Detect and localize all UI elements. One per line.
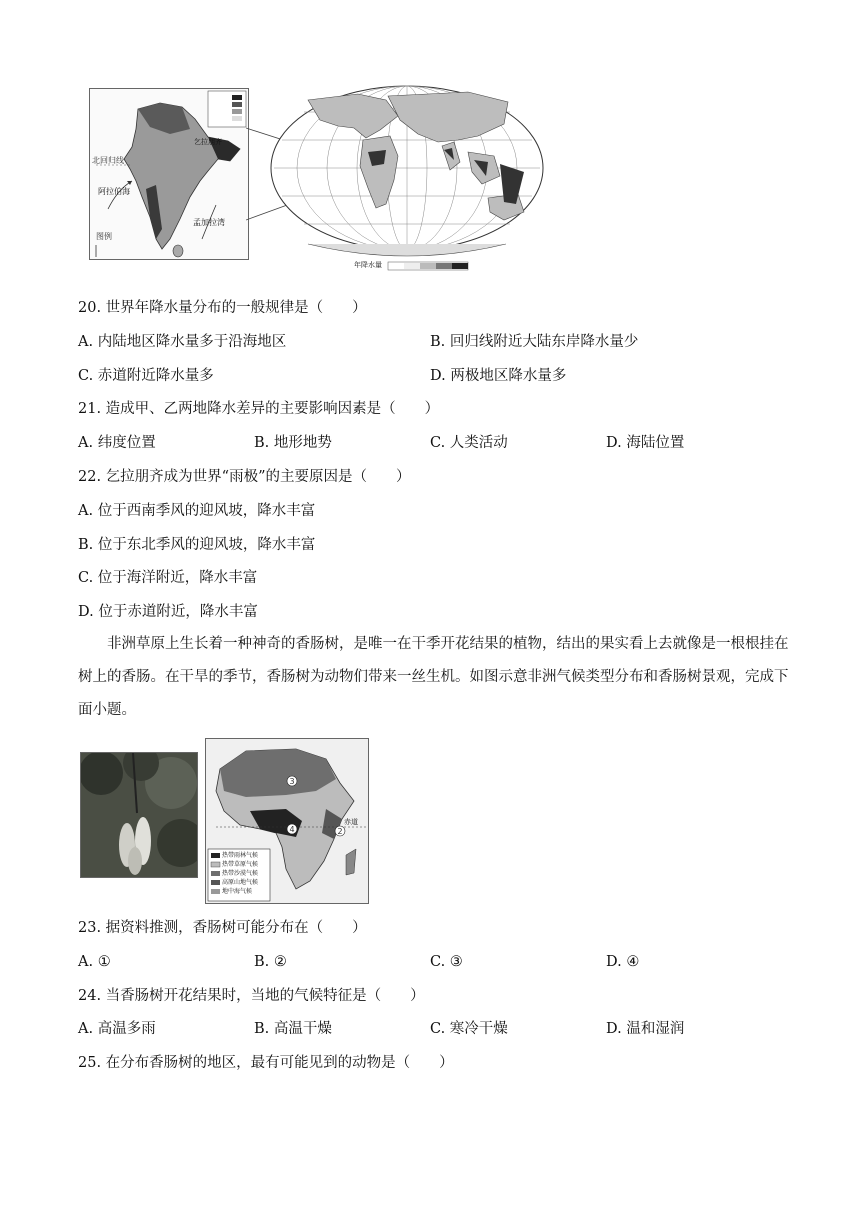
question-22-option-d[interactable]: D. 位于赤道附近，降水丰富 [78,604,258,620]
question-22-option-b[interactable]: B. 位于东北季风的迎风坡，降水丰富 [78,537,316,553]
question-23-option-a[interactable]: A. ① [78,954,111,970]
svg-text:3: 3 [289,777,295,786]
question-21-stem: 21. 造成甲、乙两地降水差异的主要影响因素是（ ） [78,401,440,417]
question-22-stem: 22. 乞拉朋齐成为世界“雨极”的主要原因是（ ） [78,469,411,485]
question-24-option-b[interactable]: B. 高温干燥 [254,1021,332,1037]
precip-legend-title: 年降水量 [354,261,382,269]
question-24-option-a[interactable]: A. 高温多雨 [78,1021,156,1037]
world-precipitation-map [268,80,546,276]
question-20-option-b[interactable]: B. 回归线附近大陆东岸降水量少 [430,334,639,350]
question-20-option-d[interactable]: D. 两极地区降水量多 [430,368,567,384]
question-20-stem: 20. 世界年降水量分布的一般规律是（ ） [78,300,367,316]
equator-label: 赤道 [344,818,358,826]
india-precipitation-map [89,88,249,260]
legend-item-desert: 热带沙漠气候 [222,870,259,877]
question-24-stem: 24. 当香肠树开花结果时，当地的气候特征是（ ） [78,988,425,1004]
question-22-option-c[interactable]: C. 位于海洋附近，降水丰富 [78,570,258,586]
svg-text:4: 4 [289,825,295,834]
arabian-sea-label: 阿拉伯海 [98,187,130,196]
question-22-option-a[interactable]: A. 位于西南季风的迎风坡，降水丰富 [78,503,316,519]
question-21-option-d[interactable]: D. 海陆位置 [606,435,685,451]
svg-text:图例: 图例 [96,232,112,241]
sausage-tree-photo [80,752,198,878]
svg-text:2: 2 [337,827,343,836]
bay-of-bengal-label: 孟加拉湾 [193,218,225,227]
question-20-option-a[interactable]: A. 内陆地区降水量多于沿海地区 [78,334,287,350]
question-21-option-a[interactable]: A. 纬度位置 [78,435,156,451]
question-23-option-b[interactable]: B. ② [254,954,287,970]
question-20-option-c[interactable]: C. 赤道附近降水量多 [78,368,214,384]
question-21-option-b[interactable]: B. 地形地势 [254,435,332,451]
question-21-option-c[interactable]: C. 人类活动 [430,435,508,451]
cherrapunji-label: 乞拉朋齐 [194,138,222,146]
question-24-option-d[interactable]: D. 温和湿润 [606,1021,685,1037]
africa-climate-map [205,738,369,904]
legend-item-rainforest: 热带雨林气候 [222,852,259,859]
question-25-stem: 25. 在分布香肠树的地区，最有可能见到的动物是（ ） [78,1055,454,1071]
question-24-option-c[interactable]: C. 寒冷干燥 [430,1021,508,1037]
question-23-option-d[interactable]: D. ④ [606,954,640,970]
legend-item-highland: 高原山地气候 [222,879,259,886]
legend-item-savanna: 热带草原气候 [222,861,259,868]
sausage-tree-passage: 非洲草原上生长着一种神奇的香肠树，是唯一在干季开花结果的植物，结出的果实看上去就像是一根根挂在树上的香肠。在干旱的季节，香肠树为动物们带来一丝生机。如图示意非洲气候类型分布和香肠树景观，完成下面小题。 [78,636,789,718]
legend-item-mediterranean: 地中海气候 [222,888,253,895]
svg-text:北回归线: 北回归线 [92,156,124,165]
question-23-stem: 23. 据资料推测，香肠树可能分布在（ ） [78,920,367,936]
question-23-option-c[interactable]: C. ③ [430,954,463,970]
